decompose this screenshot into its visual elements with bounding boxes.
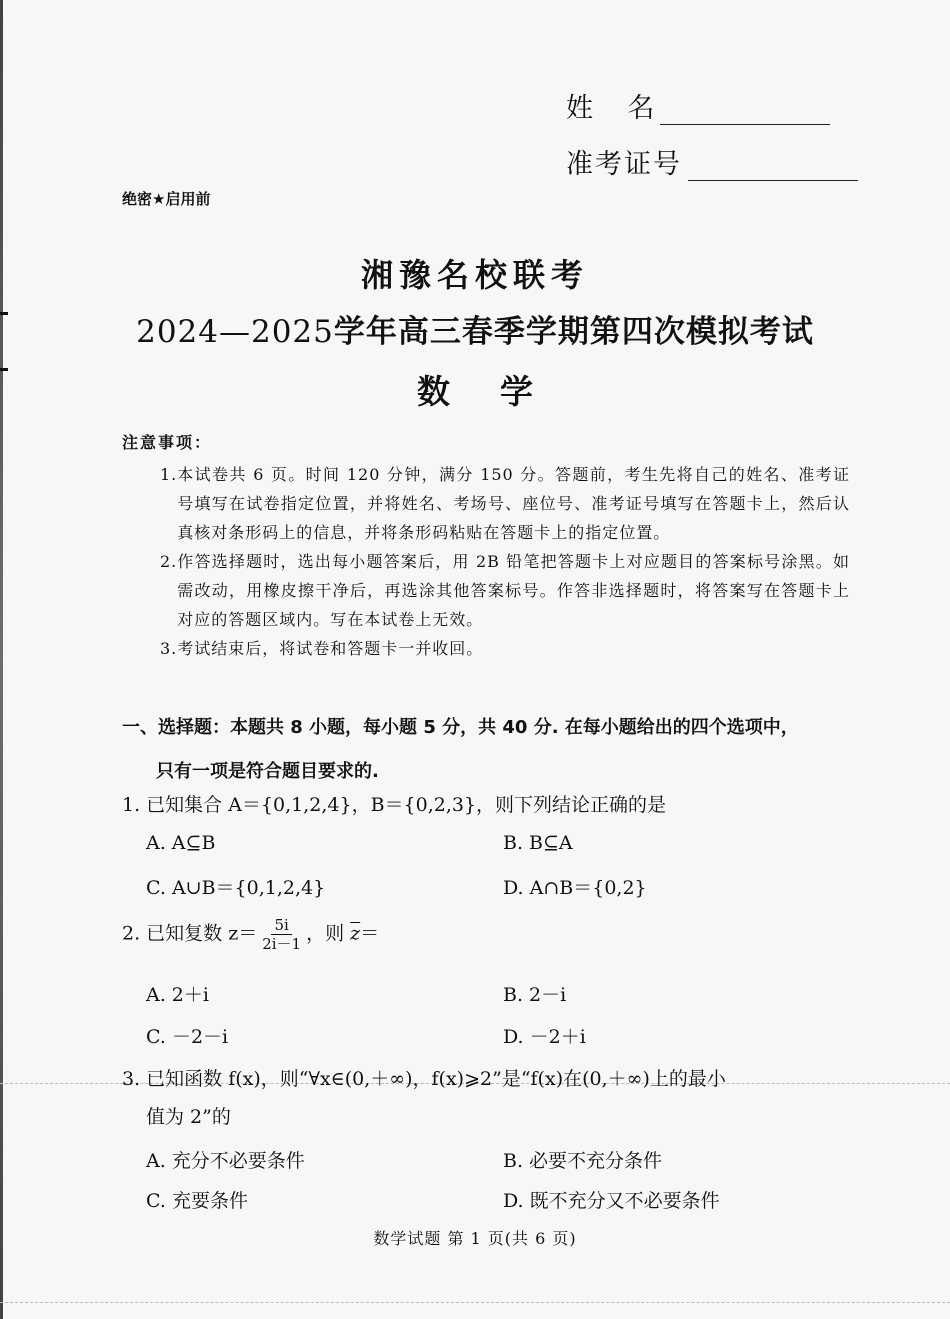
question-1-option-b: B. B⊆A — [503, 832, 573, 854]
notice-item — [160, 460, 850, 547]
section-heading-line: 只有一项是符合题目要求的. — [156, 761, 379, 782]
exam-number-field — [566, 142, 858, 181]
question-3-option-c: C. 充要条件 — [146, 1190, 248, 1212]
question-3-option-d: D. 既不充分又不必要条件 — [503, 1190, 720, 1212]
exam-number-label: 准考证号 — [566, 149, 682, 180]
subject-title: 数学 — [417, 372, 583, 411]
notice-item-number: 1. — [160, 465, 178, 484]
exam-title — [0, 306, 950, 351]
question-3-stem-line1: 3. 已知函数 f(x)，则“∀x∈(0,＋∞)，f(x)⩾2”是“f(x)在(0,＋∞)上的最小 — [122, 1068, 726, 1090]
section-heading-line: 一、选择题：本题共 8 小题，每小题 5 分，共 40 分. 在每小题给出的四个选项中， — [122, 717, 799, 738]
notice-item-text: 作答选择题时，选出每小题答案后，用 2B 铅笔把答题卡上对应题目的答案标号涂黑。如需改动，用橡皮擦干净后，再选涂其他答案标号。作答非选择题时，将答案写在答题卡上对应的答题区域内。写在本试卷上无效。 — [177, 552, 850, 629]
notice-list — [160, 460, 850, 663]
question-2-option-b: B. 2－i — [503, 984, 567, 1006]
section-heading — [122, 706, 862, 794]
notice-item — [160, 547, 850, 634]
question-2-stem — [122, 916, 379, 953]
exam-year: 2024—2025 — [136, 314, 334, 350]
question-3-option-b: B. 必要不充分条件 — [503, 1150, 663, 1172]
question-2-option-d: D. －2＋i — [503, 1026, 586, 1048]
notice-item-number: 2. — [160, 552, 178, 571]
exam-number-blank-line — [688, 152, 858, 181]
question-3-option-a: A. 充分不必要条件 — [146, 1150, 305, 1172]
question-1-stem: 1. 已知集合 A＝{0,1,2,4}，B＝{0,2,3}，则下列结论正确的是 — [122, 794, 667, 816]
question-2-option-c: C. －2－i — [146, 1026, 229, 1048]
question-2-option-a: A. 2＋i — [146, 984, 209, 1006]
scan-dashed-line — [0, 1302, 950, 1303]
exam-title-rest: 学年高三春季学期第四次模拟考试 — [333, 314, 814, 350]
notice-item-number: 3. — [160, 639, 178, 658]
notice-item-text: 考试结束后，将试卷和答题卡一并收回。 — [177, 639, 484, 658]
name-field — [566, 86, 830, 125]
question-2-stem-text: 2. 已知复数 z＝ — [122, 922, 258, 945]
fraction-numerator: 5i — [271, 916, 291, 935]
question-1-option-a: A. A⊆B — [146, 832, 216, 854]
question-2-stem-text: ，则 — [306, 922, 351, 945]
secret-label: 绝密★启用前 — [122, 190, 211, 208]
exam-organizer-title: 湘豫名校联考 — [360, 256, 589, 294]
name-label: 姓 名 — [566, 93, 655, 124]
question-3-stem-line2: 值为 2”的 — [146, 1106, 231, 1128]
scan-left-edge — [0, 0, 3, 1319]
notice-heading: 注意事项： — [122, 433, 213, 452]
conjugate-z: $\overline{z}$ — [350, 922, 361, 945]
question-1-option-c: C. A∪B＝{0,1,2,4} — [146, 877, 326, 899]
question-2-stem-text: ＝ — [360, 922, 380, 945]
notice-item-text: 本试卷共 6 页。时间 120 分钟，满分 150 分。答题前，考生先将自己的姓名、准考证号填写在试卷指定位置，并将姓名、考场号、座位号、准考证号填写在答题卡上，然后认真核对条形码上的信息，并将条形码粘贴在答题卡上的指定位置。 — [177, 465, 850, 542]
fraction-denominator: 2i－1 — [262, 935, 302, 953]
question-1-option-d: D. A∩B＝{0,2} — [503, 877, 647, 899]
name-blank-line — [660, 96, 830, 125]
page-footer: 数学试题 第 1 页(共 6 页) — [373, 1229, 577, 1248]
fraction — [259, 916, 304, 953]
notice-item — [160, 634, 850, 663]
